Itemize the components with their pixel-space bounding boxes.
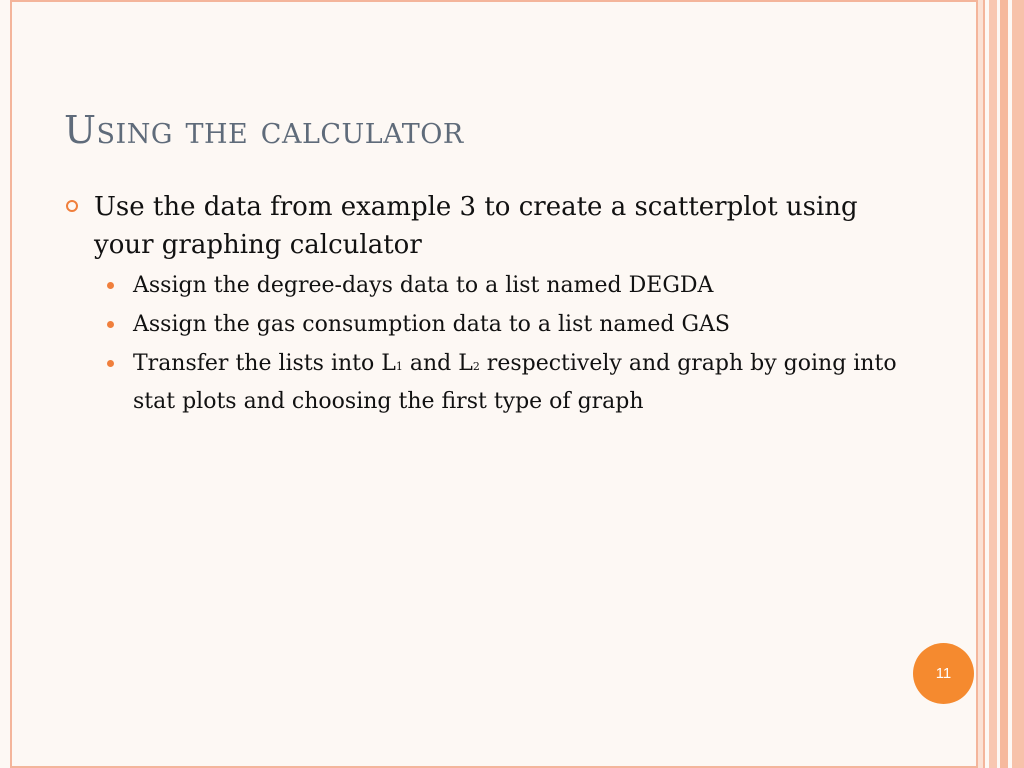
ring-bullet-icon — [66, 200, 78, 212]
sub-bullet-text: Assign the gas consumption data to a list named GAS — [133, 312, 730, 337]
text-part: Transfer the lists into L — [133, 351, 396, 376]
sub-bullet-item — [105, 307, 914, 342]
text-part: and L — [402, 351, 473, 376]
slide-body — [64, 188, 914, 419]
bullet-item — [64, 188, 914, 264]
sub-bullet-item — [105, 346, 914, 419]
bullet-text: Use the data from example 3 to create a scatterplot using your graphing calculator — [94, 192, 858, 260]
dot-bullet-icon — [107, 282, 114, 289]
sub-bullet-text — [133, 351, 897, 414]
page-number-badge — [913, 643, 974, 704]
page-number: 11 — [935, 665, 952, 682]
sub-bullet-item — [105, 268, 914, 303]
dot-bullet-icon — [107, 321, 114, 328]
slide-left-border — [0, 0, 12, 768]
slide-title: Using the calculator — [64, 108, 464, 152]
subscript-1: 1 — [395, 360, 403, 373]
slide-top-border — [10, 0, 978, 2]
subscript-2: 2 — [472, 360, 480, 373]
sub-bullet-text: Assign the degree-days data to a list named DEGDA — [133, 273, 714, 298]
dot-bullet-icon — [107, 360, 114, 367]
text-part: respectively and graph by going into stat plots and choosing the first type of graph — [133, 351, 897, 414]
